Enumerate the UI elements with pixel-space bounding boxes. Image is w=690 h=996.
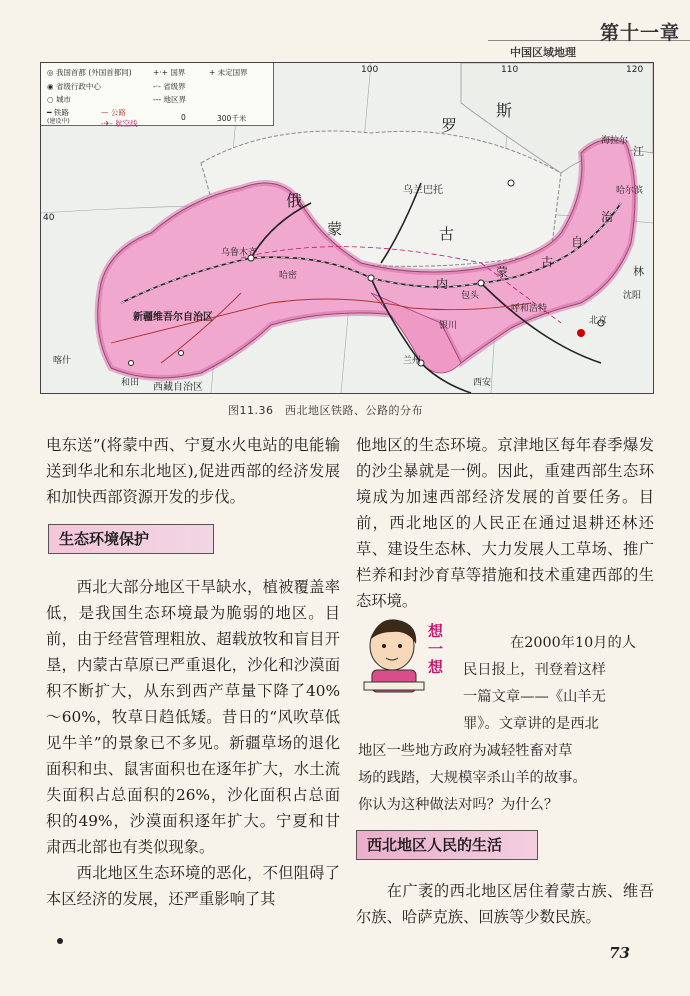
legend-national-border: +·+ 国界 bbox=[153, 68, 186, 77]
legend-city: ○ 城市 bbox=[47, 95, 71, 104]
legend-highway-text: 公路 bbox=[110, 108, 126, 117]
legend-railway-note: (建设中) bbox=[47, 118, 70, 125]
map-label-lanzhou: 兰州 bbox=[403, 356, 422, 366]
map-label-kashgar: 喀什 bbox=[53, 356, 72, 366]
legend-provincial-border-text: 省级界 bbox=[163, 82, 186, 91]
map-label-russia-3: 斯 bbox=[496, 101, 513, 120]
map-label-lin: 林 bbox=[633, 265, 644, 278]
map-label-beijing: 北京 bbox=[589, 316, 608, 326]
page-header bbox=[488, 0, 690, 59]
map-label-xinjiang: 新疆维吾尔自治区 bbox=[133, 312, 213, 323]
legend-national-text: 国界 bbox=[170, 68, 186, 77]
boy-illustration bbox=[358, 612, 430, 694]
map-label-harbin: 哈尔滨 bbox=[616, 186, 644, 196]
legend-capital-text: 我国首都 bbox=[55, 68, 86, 77]
legend-highway: — 公路 bbox=[101, 108, 126, 117]
legend-railway: ━ 铁路 bbox=[47, 108, 69, 117]
map-label-jiang: 江 bbox=[633, 145, 644, 158]
map-label-lon100: 100 bbox=[361, 65, 379, 75]
map-label-hohhot: 呼和浩特 bbox=[511, 304, 548, 314]
legend-airline-text: 航空线 bbox=[115, 119, 138, 128]
legend-capital: ◎ 我国首都 (外国首都同) bbox=[47, 68, 132, 77]
map-label-urumqi: 乌鲁木齐 bbox=[221, 248, 258, 258]
legend-scale-max: 300千米 bbox=[217, 114, 247, 123]
think-line-3: 一篇文章——《山羊无 bbox=[463, 689, 606, 705]
map-label-ulaanbaatar: 乌兰巴托 bbox=[403, 185, 443, 196]
map-label-nm-2: 蒙 bbox=[496, 265, 509, 279]
map-legend bbox=[41, 63, 274, 126]
section-title-ecology-text: 生态环境保护 bbox=[59, 530, 150, 548]
map-label-nm-4: 自 bbox=[571, 235, 584, 249]
map-label-lat40: 40 bbox=[43, 213, 55, 223]
map-label-nm-3: 古 bbox=[541, 255, 554, 269]
legend-scale-zero: 0 bbox=[181, 113, 186, 122]
section-title-life bbox=[356, 830, 538, 860]
map-label-xian: 西安 bbox=[473, 378, 492, 388]
left-column bbox=[46, 432, 340, 510]
map-label-lon110: 110 bbox=[501, 65, 519, 75]
think-line-1: 在2000年10月的人 bbox=[510, 635, 637, 651]
page-dot bbox=[57, 938, 63, 944]
legend-regional-text: 地区界 bbox=[163, 95, 187, 104]
left-column-body bbox=[46, 574, 340, 912]
left-para-2: 西北大部分地区干旱缺水，植被覆盖率低，是我国生态环境最为脆弱的地区。目前，由于经营管理粗放、超载放牧和盲目开垦，内蒙古草原已严重退化，沙化和沙漠面积不断扩大，从东到西产草量下降了40%～60%，牧草日趋低矮。昔日的“风吹草低见牛羊”的景象已不多见。新疆草场的退化面积和虫、鼠害面积也在逐年扩大，水土流失面积占总面积的26%，沙化面积占总面积的49%，沙漠面积逐年扩大。宁夏和甘肃西北部也有类似现象。 bbox=[46, 578, 340, 856]
legend-railway-text: 铁路 bbox=[53, 108, 69, 117]
map-label-mongolia-1: 蒙 bbox=[327, 220, 343, 238]
think-line-2: 民日报上，刊登着这样 bbox=[463, 662, 606, 678]
map-label-lon120: 120 bbox=[626, 65, 644, 75]
think-line-5: 地区一些地方政府为减轻牲畜对草 bbox=[358, 743, 573, 759]
map-label-russia-2: 罗 bbox=[441, 116, 458, 135]
legend-capital-note: (外国首都同) bbox=[88, 68, 132, 77]
map-label-baotou: 包头 bbox=[461, 291, 480, 301]
left-para-3: 西北地区生态环境的恶化，不但阻碍了本区经济的发展，还严重影响了其 bbox=[46, 864, 340, 908]
chapter-subtitle: 中国区域地理 bbox=[510, 46, 576, 59]
legend-undetermined-text: 未定国界 bbox=[217, 68, 248, 77]
legend-provincial: ◉ 省级行政中心 bbox=[47, 82, 101, 91]
section-title-life-text: 西北地区人民的生活 bbox=[367, 836, 503, 854]
map-label-shenyang: 沈阳 bbox=[623, 291, 642, 301]
think-line-6: 场的践踏，大规模宰杀山羊的故事。 bbox=[358, 770, 587, 786]
legend-airline: -✈- 航空线 bbox=[101, 119, 138, 128]
map-label-russia-1: 俄 bbox=[286, 191, 303, 210]
legend-undetermined-border: + 未定国界 bbox=[209, 68, 248, 77]
right-para-1: 他地区的生态环境。京津地区每年春季爆发的沙尘暴就是一例。因此，重建西部生态环境成为加速西部经济发展的首要任务。目前，西北地区的人民正在通过退耕还林还草、建设生态林、大力发展人工草场、推广栏养和封沙育草等措施和技术重建西部的生态环境。 bbox=[356, 436, 654, 610]
think-line-4: 罪》。文章讲的是西北 bbox=[463, 716, 599, 732]
page-number: 73 bbox=[609, 944, 630, 962]
right-column-body bbox=[356, 878, 654, 930]
legend-provincial-border: -·- 省级界 bbox=[153, 82, 186, 91]
right-column bbox=[356, 432, 654, 614]
figure-caption: 图11.36 西北地区铁路、公路的分布 bbox=[228, 404, 423, 417]
map-label-tibet: 西藏自治区 bbox=[153, 382, 203, 393]
think-line-7: 你认为这种做法对吗？为什么？ bbox=[358, 797, 559, 813]
map-label-hami: 哈密 bbox=[279, 271, 298, 281]
chapter-title: 第十一章 bbox=[599, 22, 680, 44]
right-para-2: 在广袤的西北地区居住着蒙古族、维吾尔族、哈萨克族、回族等少数民族。 bbox=[356, 882, 654, 926]
map-label-yinchuan: 银川 bbox=[439, 321, 458, 331]
legend-provincial-text: 省级行政中心 bbox=[55, 82, 101, 91]
section-title-ecology bbox=[48, 524, 214, 554]
map-label-nm-1: 内 bbox=[436, 277, 449, 291]
map-label-hailar: 海拉尔 bbox=[601, 136, 629, 146]
map-label-mongolia-2: 古 bbox=[439, 225, 455, 243]
legend-city-text: 城市 bbox=[55, 95, 71, 104]
legend-regional-border: --- 地区界 bbox=[153, 95, 187, 104]
left-para-1: 电东送”(将蒙中西、宁夏水火电站的电能输送到华北和东北地区),促进西部的经济发展和加快西部资源开发的步伐。 bbox=[46, 436, 340, 506]
think-label: 想一想 bbox=[428, 622, 444, 676]
map-label-nm-5: 治 bbox=[601, 210, 614, 224]
northwest-transport-map bbox=[40, 62, 654, 394]
map-label-hotan: 和田 bbox=[121, 378, 140, 388]
